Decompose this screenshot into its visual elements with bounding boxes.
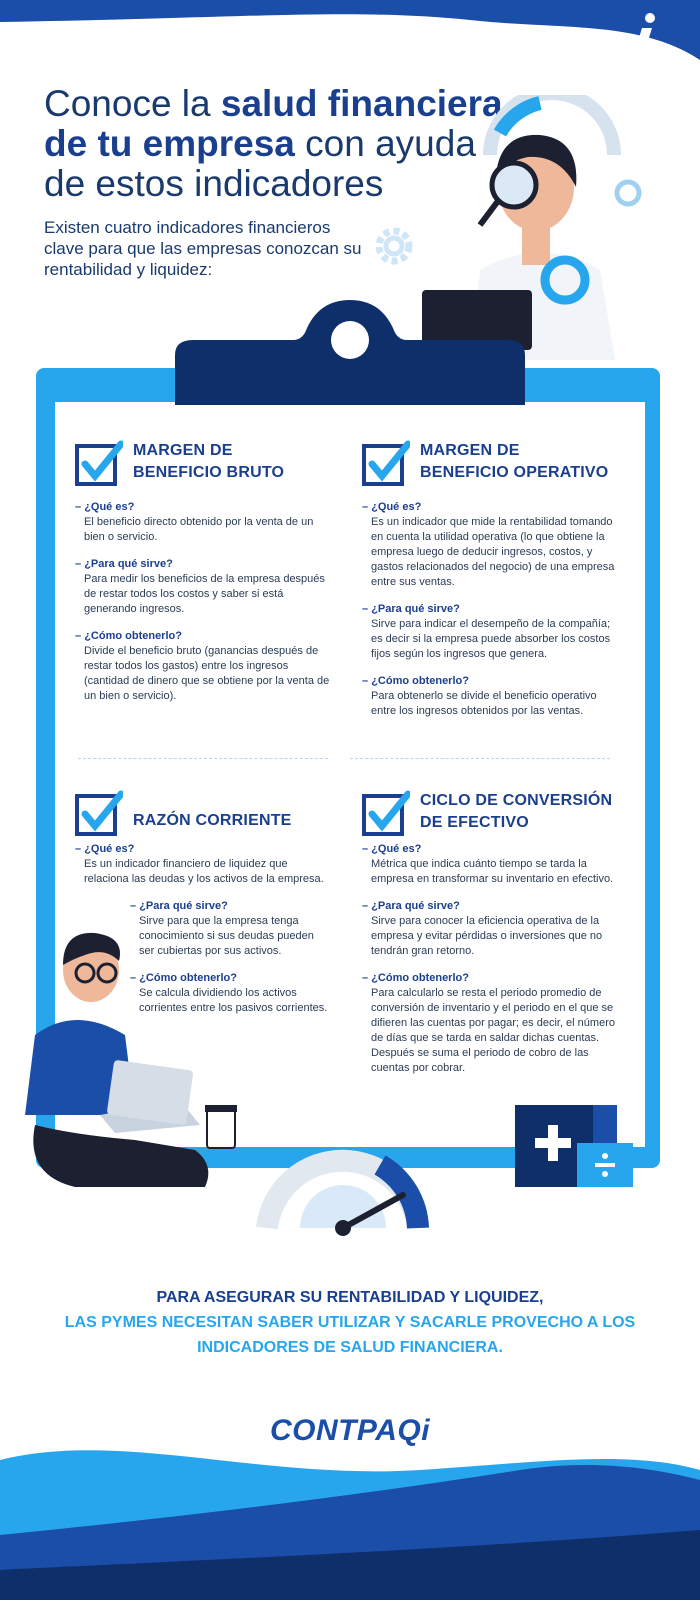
header-wave [0, 0, 700, 70]
clipboard-clip [175, 300, 525, 405]
gauge-icon [255, 1143, 430, 1238]
divider [78, 758, 328, 759]
indicator-gross-margin: MARGEN DE BENEFICIO BRUTO – ¿Qué es? El beneficio directo obtenido por la venta de un bien o servicio. – ¿Para qué sirve? Para medir los beneficios de la empresa después de restar todos los costos y saber si está generando ingresos. – ¿Cómo obtenerlo? Divide el beneficio bruto (ganancias después de restar todos los gastos) entre los ingresos (cantidad de dinero que se obtiene por la venta de un bien o servicio). [75, 440, 335, 716]
indicator-current-ratio: RAZÓN CORRIENTE – ¿Qué es? Es un indicador financiero de liquidez que relaciona las deudas y los activos de la empresa. – ¿Para qué sirve? Sirve para que la empresa tenga conocimiento si sus deudas pueden ser cubiertas por sus activos. – ¿Cómo obtenerlo? Se calcula dividiendo los activos corrientes entre los pasivos corrientes. [75, 790, 330, 1028]
indicator-cash-conversion-cycle: CICLO DE CONVERSIÓN DE EFECTIVO – ¿Qué es? Métrica que indica cuánto tiempo se tarda la empresa en transformar su inventario en efectivo. – ¿Para qué sirve? Sirve para conocer la eficiencia operativa de la empresa y evitar pérdidas o inversiones que no tendrán gran retorno. – ¿Cómo obtenerlo? Para calcularlo se resta el periodo promedio de conversión de inventario y el periodo en el que se difieren las cuentas por pagar; es decir, el número de días que se tarda en saldar dichas cuentas. Después se suma el periodo de cobro de las cuentas por cobrar. [362, 790, 624, 1088]
footer-wave [0, 1440, 700, 1600]
indicator-operating-margin: MARGEN DE BENEFICIO OPERATIVO – ¿Qué es? Es un indicador que mide la rentabilidad tomando en cuenta la utilidad operativa (lo que obtiene la empresa luego de deducir ingresos, costos, y gastos relacionados del negocio) de una empresa entre sus ventas. – ¿Para qué sirve? Sirve para indicar el desempeño de la compañía; es decir si la empresa puede absorber los costos fijos según los ingresos que genera. – ¿Cómo obtenerlo? Para obtenerlo se divide el beneficio operativo entre los ingresos obtenidos por las ventas. [362, 440, 624, 731]
contpaqi-logo: CONTPAQi [269, 1414, 431, 1447]
indicator-title: MARGEN DE BENEFICIO OPERATIVO [420, 442, 609, 481]
divider [350, 758, 610, 759]
indicator-title: MARGEN DE BENEFICIO BRUTO [133, 442, 285, 481]
indicator-title: CICLO DE CONVERSIÓN DE EFECTIVO [420, 792, 613, 831]
indicator-title: RAZÓN CORRIENTE [133, 812, 292, 829]
page-title: Conoce la salud financiera de tu empresa con ayuda de estos indicadores [44, 83, 503, 204]
checkbox-check-icon [362, 790, 410, 838]
intro-text: Existen cuatro indicadores financieros clave para que las empresas conozcan su rentabilidad y liquidez: [44, 218, 362, 279]
checkbox-check-icon [75, 790, 123, 838]
closing-message: PARA ASEGURAR SU RENTABILIDAD Y LIQUIDEZ, LAS PYMES NECESITAN SABER UTILIZAR Y SACARLE PROVECHO A LOS INDICADORES DE SALUD FINANCIERA. [64, 1289, 636, 1356]
checkbox-check-icon [362, 440, 410, 488]
calculator-icon [515, 1105, 635, 1187]
man-with-laptop-illustration [15, 925, 245, 1225]
checkbox-check-icon [75, 440, 123, 488]
brand-mark-icon [630, 12, 660, 56]
gear-icon [370, 222, 418, 270]
